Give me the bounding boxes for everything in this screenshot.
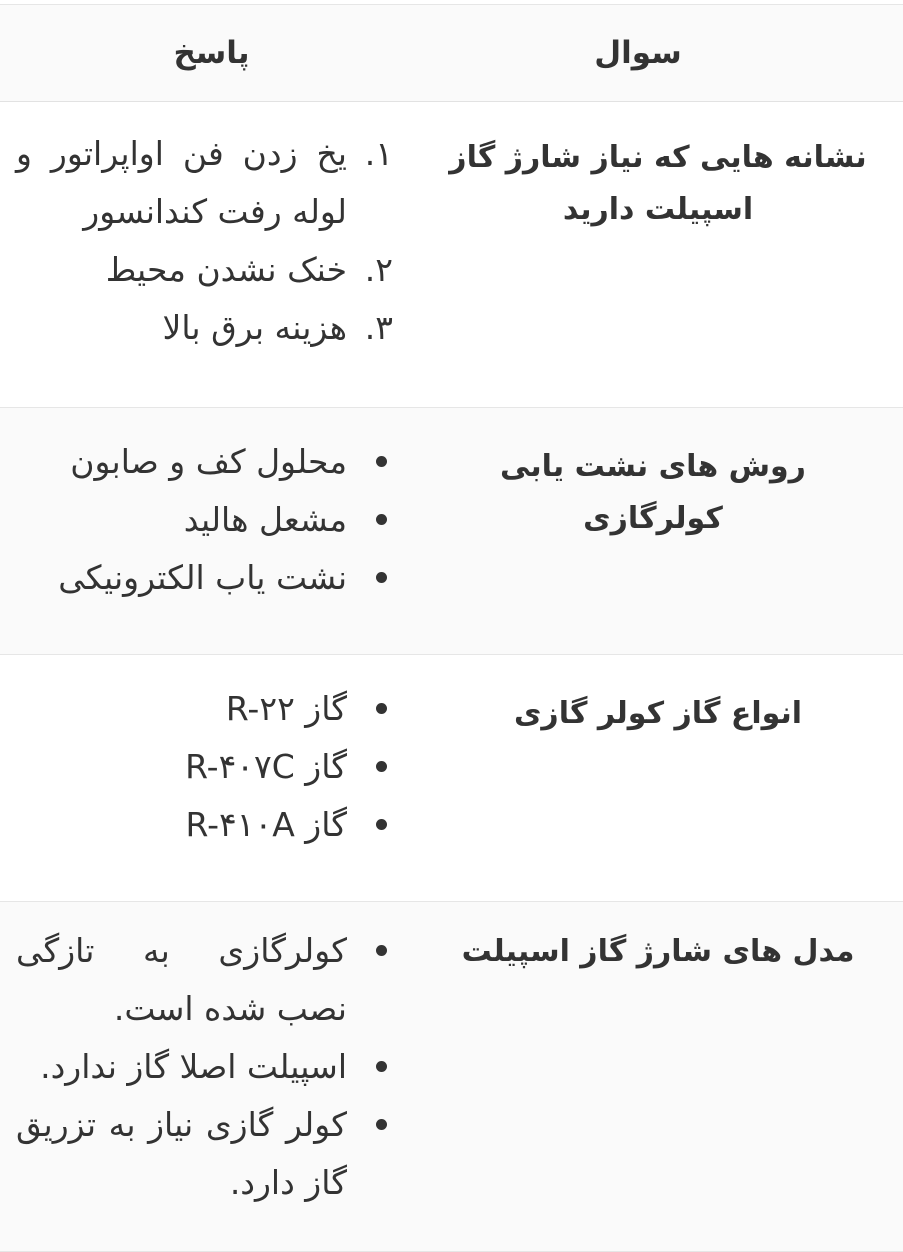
bullet-icon [376, 1119, 387, 1130]
table-row [0, 902, 903, 1252]
bullet-icon [376, 703, 387, 714]
list-number: ۱. [364, 134, 393, 173]
bullet-icon [376, 572, 387, 583]
header-answer: پاسخ [173, 35, 250, 71]
table-row [0, 102, 903, 408]
list-item: محلول کف و صابون [16, 433, 413, 491]
answer-list [0, 102, 413, 357]
table-row [0, 655, 903, 902]
answer-list [0, 655, 413, 854]
list-item: گاز R-۴۱۰A [16, 796, 413, 854]
list-item: مشعل هالید [16, 491, 413, 549]
list-item: گاز R-۴۰۷C [16, 738, 413, 796]
bullet-icon [376, 1061, 387, 1072]
row-question: انواع گاز کولر گازی [513, 696, 803, 731]
list-item: کولرگازی به تازگی نصب شده است. [16, 922, 413, 1038]
row-question: روش های نشت یابی کولرگازی [500, 449, 806, 536]
bullet-icon [376, 945, 387, 956]
row-question: نشانه هایی که نیاز شارژ گاز اسپیلت دارید [449, 140, 867, 227]
header-question: سوال [594, 35, 682, 71]
bullet-icon [376, 819, 387, 830]
bullet-icon [376, 761, 387, 772]
bullet-icon [376, 456, 387, 467]
list-number: ۳. [364, 308, 393, 347]
answer-list [0, 902, 413, 1212]
list-number: ۲. [364, 250, 393, 289]
list-item: ۲. خنک نشدن محیط [16, 241, 413, 299]
table-row [0, 408, 903, 655]
row-question: مدل های شارژ گاز اسپیلت [461, 934, 855, 969]
faq-table [0, 4, 903, 1252]
list-item: نشت یاب الکترونیکی [16, 549, 413, 607]
answer-list [0, 408, 413, 607]
list-item: کولر گازی نیاز به تزریق گاز دارد. [16, 1096, 413, 1212]
list-item: ۱. یخ زدن فن اواپراتور و لوله رفت کندانسور [16, 125, 413, 241]
list-item: ۳. هزینه برق بالا [16, 299, 413, 357]
list-item: گاز R-۲۲ [16, 680, 413, 738]
list-item: اسپیلت اصلا گاز ندارد. [16, 1038, 413, 1096]
table-header-row [0, 5, 903, 102]
bullet-icon [376, 514, 387, 525]
